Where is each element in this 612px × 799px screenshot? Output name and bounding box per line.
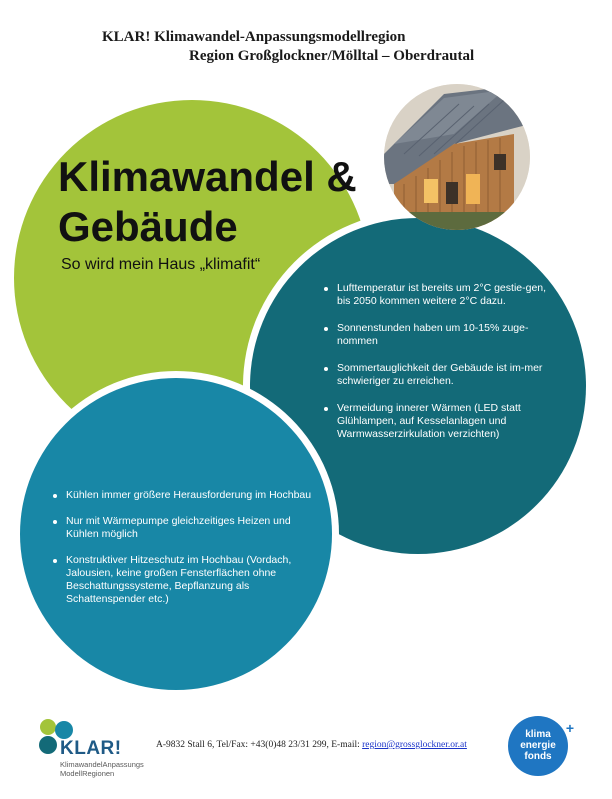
list-item: Sonnenstunden haben um 10-15% zuge-nommen — [323, 322, 551, 348]
fonds-line-3: fonds — [524, 751, 552, 762]
list-item: Sommertauglichkeit der Gebäude ist im-mer schwieriger zu erreichen. — [323, 362, 551, 388]
page-subtitle: So wird mein Haus „klimafit“ — [61, 256, 261, 273]
klima-energie-fonds-logo — [508, 716, 574, 776]
header-line-2: Region Großglockner/Mölltal – Oberdrautal — [189, 48, 475, 64]
right-bullet-list — [323, 282, 551, 455]
list-item: Kühlen immer größere Herausforderung im Hochbau — [52, 489, 322, 502]
header-line-1: KLAR! Klimawandel-Anpassungsmodellregion — [102, 29, 406, 45]
left-bullet-list — [52, 489, 322, 619]
page-title — [58, 152, 357, 252]
list-item: Vermeidung innerer Wärmen (LED statt Glühlampen, auf Kesselanlagen und Warmwasserzirkulation verzichten) — [323, 402, 551, 441]
page-title-line-2: Gebäude — [58, 203, 238, 250]
page-title-line-1: Klimawandel & — [58, 153, 357, 200]
list-item: Nur mit Wärmepumpe gleichzeitiges Heizen und Kühlen möglich — [52, 515, 322, 541]
contact-address — [156, 740, 467, 750]
house-photo — [384, 84, 530, 230]
klar-logo-subtitle-1: KlimawandelAnpassungs — [60, 760, 144, 769]
klar-logo-subtitle-2: ModellRegionen — [60, 769, 115, 778]
klar-logo-text: KLAR! — [60, 738, 122, 759]
list-item: Lufttemperatur ist bereits um 2°C gestie-gen, bis 2050 kommen weitere 2°C dazu. — [323, 282, 551, 308]
email-link[interactable]: region@grossglockner.or.at — [362, 740, 467, 750]
fonds-line-2: energie — [520, 740, 556, 751]
address-text: A-9832 Stall 6, Tel/Fax: +43(0)48 23/31 299, E-mail: — [156, 740, 363, 750]
plus-icon: + — [565, 720, 574, 736]
fonds-line-1: klima — [525, 729, 551, 740]
klar-logo-subtitle — [60, 760, 144, 778]
list-item: Konstruktiver Hitzeschutz im Hochbau (Vordach, Jalousien, keine großen Fensterflächen ohne Beschattungssysteme, Bepflanzung als Schattenspender etc.) — [52, 554, 322, 606]
